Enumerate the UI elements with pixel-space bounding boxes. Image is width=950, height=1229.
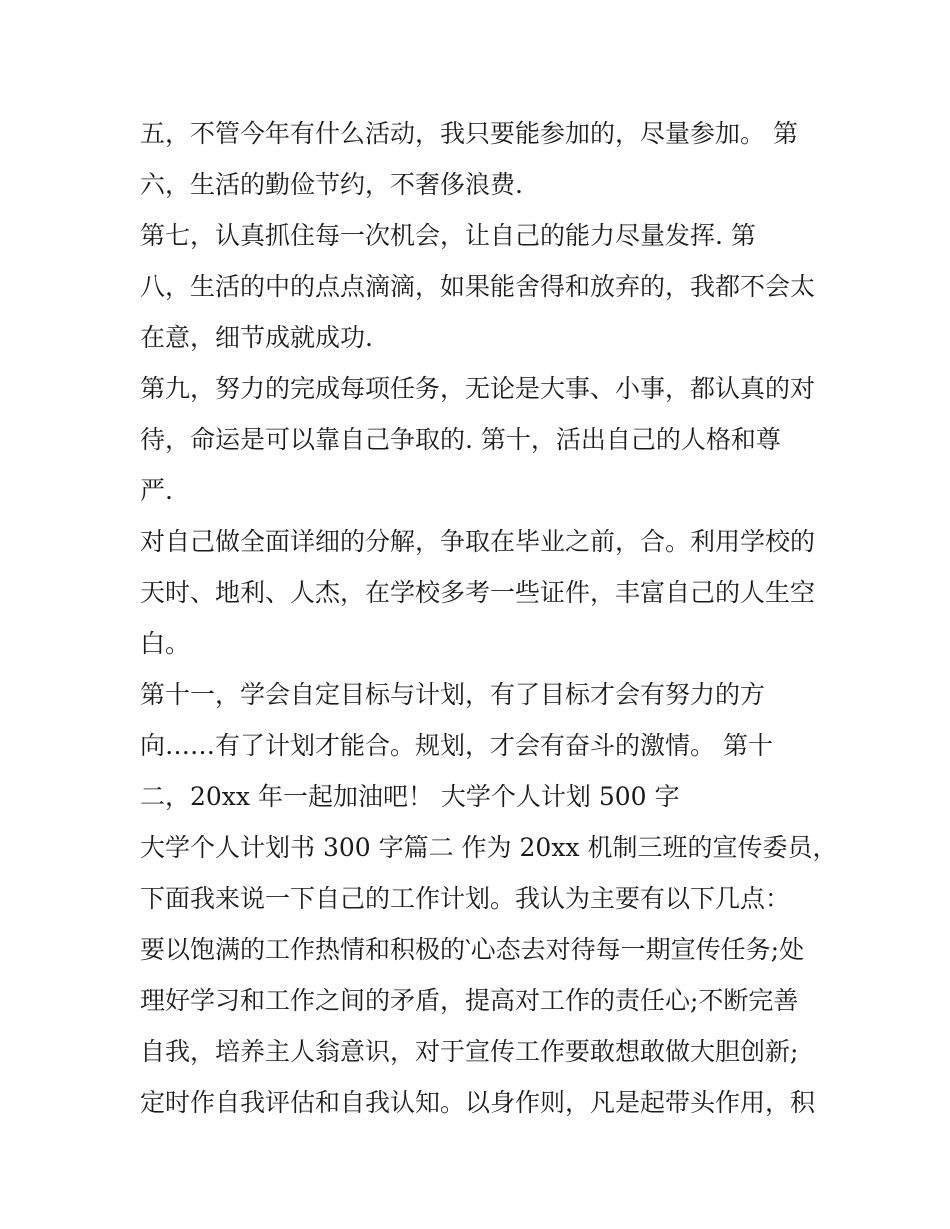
text-line: 第七，认真抓住每一次机会，让自己的能力尽量发挥. 第 xyxy=(140,221,756,250)
body-text xyxy=(140,108,838,1128)
text-line: 下面我来说一下自己的工作计划。我认为主要有以下几点： xyxy=(140,884,791,913)
text-line: 定时作自我评估和自我认知。以身作则，凡是起带头作用，积 xyxy=(140,1088,816,1117)
text-line: 八，生活的中的点点滴滴，如果能舍得和放弃的，我都不会太 xyxy=(140,272,816,301)
text-line: 向……有了计划才能合。规划，才会有奋斗的激情。 第十 xyxy=(140,731,773,760)
text-line: 白。 xyxy=(140,629,191,658)
text-line: 自我，培养主人翁意识，对于宣传工作要敢想敢做大胆创新; xyxy=(140,1037,799,1066)
text-line: 二，20xx 年一起加油吧！ 大学个人计划 500 字 xyxy=(140,782,680,811)
text-line: 大学个人计划书 300 字篇二 作为 20xx 机制三班的宣传委员， xyxy=(140,833,838,862)
text-line: 第十一，学会自定目标与计划，有了目标才会有努力的方 xyxy=(140,680,766,709)
text-line: 理好学习和工作之间的矛盾，提高对工作的责任心;不断完善 xyxy=(140,986,799,1015)
text-line: 五，不管今年有什么活动，我只要能参加的，尽量参加。 第 xyxy=(140,119,798,148)
text-line: 待，命运是可以靠自己争取的. 第十，活出自己的人格和尊 xyxy=(140,425,781,454)
text-line: 严. xyxy=(140,476,173,505)
text-line: 天时、地利、人杰，在学校多考一些证件，丰富自己的人生空 xyxy=(140,578,816,607)
text-line: 六，生活的勤俭节约，不奢侈浪费. xyxy=(140,170,523,199)
text-line: 第九，努力的完成每项任务，无论是大事、小事，都认真的对 xyxy=(140,374,816,403)
text-line: 在意，细节成就成功. xyxy=(140,323,373,352)
text-line: 要以饱满的工作热情和积极的‵心态去对待每一期宣传任务;处 xyxy=(140,935,805,964)
text-line: 对自己做全面详细的分解，争取在毕业之前，合。利用学校的 xyxy=(140,527,816,556)
